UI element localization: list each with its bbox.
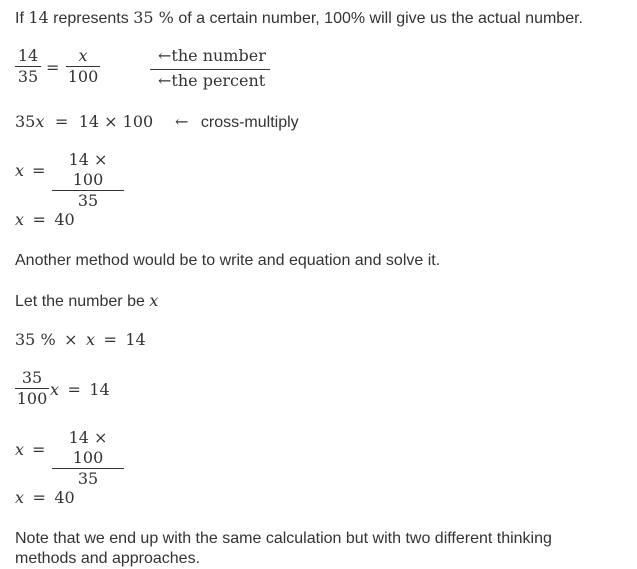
proportion-right-numerator: x bbox=[78, 46, 88, 65]
let-line bbox=[15, 291, 158, 312]
eq2-var: x bbox=[85, 330, 95, 349]
eq3-numerator: 35 bbox=[21, 368, 43, 387]
eq3-fraction bbox=[15, 368, 49, 409]
eq3-equals: = bbox=[67, 380, 81, 399]
cross-note bbox=[175, 112, 299, 132]
cross-equals: = bbox=[54, 112, 69, 131]
intro-number: 14 bbox=[28, 8, 49, 27]
solve2-var: x bbox=[15, 440, 25, 459]
eq3-denominator: 100 bbox=[16, 389, 48, 408]
cross-arrow: ← bbox=[175, 112, 189, 131]
cross-note-text: cross-multiply bbox=[200, 114, 299, 131]
result1-line bbox=[15, 210, 75, 230]
solve1-equals: = bbox=[32, 161, 46, 180]
result1-equals: = bbox=[32, 210, 46, 229]
result2-var: x bbox=[15, 488, 25, 507]
solve2-fraction bbox=[52, 428, 124, 489]
proportion-note-percent: ←the percent bbox=[158, 71, 266, 90]
method2-text: Another method would be to write and equation and solve it. bbox=[15, 252, 441, 269]
intro-percent: 35 % bbox=[133, 8, 174, 27]
eq3-rhs: 14 bbox=[89, 380, 110, 399]
let-text: Let the number be bbox=[15, 293, 145, 310]
solve2-equals: = bbox=[32, 440, 46, 459]
eq2-percent: 35 % bbox=[15, 330, 56, 349]
let-var: x bbox=[149, 291, 159, 310]
cross-lhs-var: x bbox=[35, 112, 45, 131]
result1-var: x bbox=[15, 210, 25, 229]
note-paragraph: Note that we end up with the same calculation but with two different thinking methods and approaches. bbox=[15, 530, 552, 567]
proportion-right-fraction bbox=[66, 46, 100, 87]
eq2-times: × bbox=[64, 330, 78, 349]
cross-rhs: 14 × 100 bbox=[78, 112, 154, 131]
result1-value: 40 bbox=[54, 210, 75, 229]
proportion-note-number: ←the number bbox=[158, 46, 266, 65]
eq2-rhs: 14 bbox=[125, 330, 146, 349]
proportion-right-denominator: 100 bbox=[67, 67, 99, 86]
eq3-var: x bbox=[50, 380, 60, 399]
intro-prefix: If bbox=[15, 10, 24, 27]
cross-lhs-coef: 35 bbox=[15, 112, 36, 131]
solve2-numerator: 14 × 100 bbox=[68, 428, 108, 467]
proportion-left-numerator: 14 bbox=[17, 46, 39, 65]
equation2-line bbox=[15, 330, 146, 350]
intro-line bbox=[15, 8, 583, 29]
proportion-left-fraction bbox=[15, 46, 41, 87]
solve1-var: x bbox=[15, 161, 25, 180]
result2-equals: = bbox=[32, 488, 46, 507]
proportion-equals: = bbox=[46, 58, 60, 77]
eq2-equals: = bbox=[103, 330, 117, 349]
eq3-rest bbox=[50, 380, 110, 400]
solve1-fraction bbox=[52, 150, 124, 211]
result2-value: 40 bbox=[54, 488, 75, 507]
result2-line bbox=[15, 488, 75, 508]
solve1-numerator: 14 × 100 bbox=[68, 150, 108, 189]
solve1-denominator: 35 bbox=[52, 190, 124, 211]
intro-suffix: of a certain number, 100% will give us the actual number. bbox=[178, 10, 583, 27]
proportion-left-denominator: 35 bbox=[15, 66, 41, 87]
solve2-denominator: 35 bbox=[52, 468, 124, 489]
intro-mid: represents bbox=[53, 10, 129, 27]
cross-multiply-line bbox=[15, 112, 153, 132]
proportion-note-divider bbox=[150, 69, 270, 70]
